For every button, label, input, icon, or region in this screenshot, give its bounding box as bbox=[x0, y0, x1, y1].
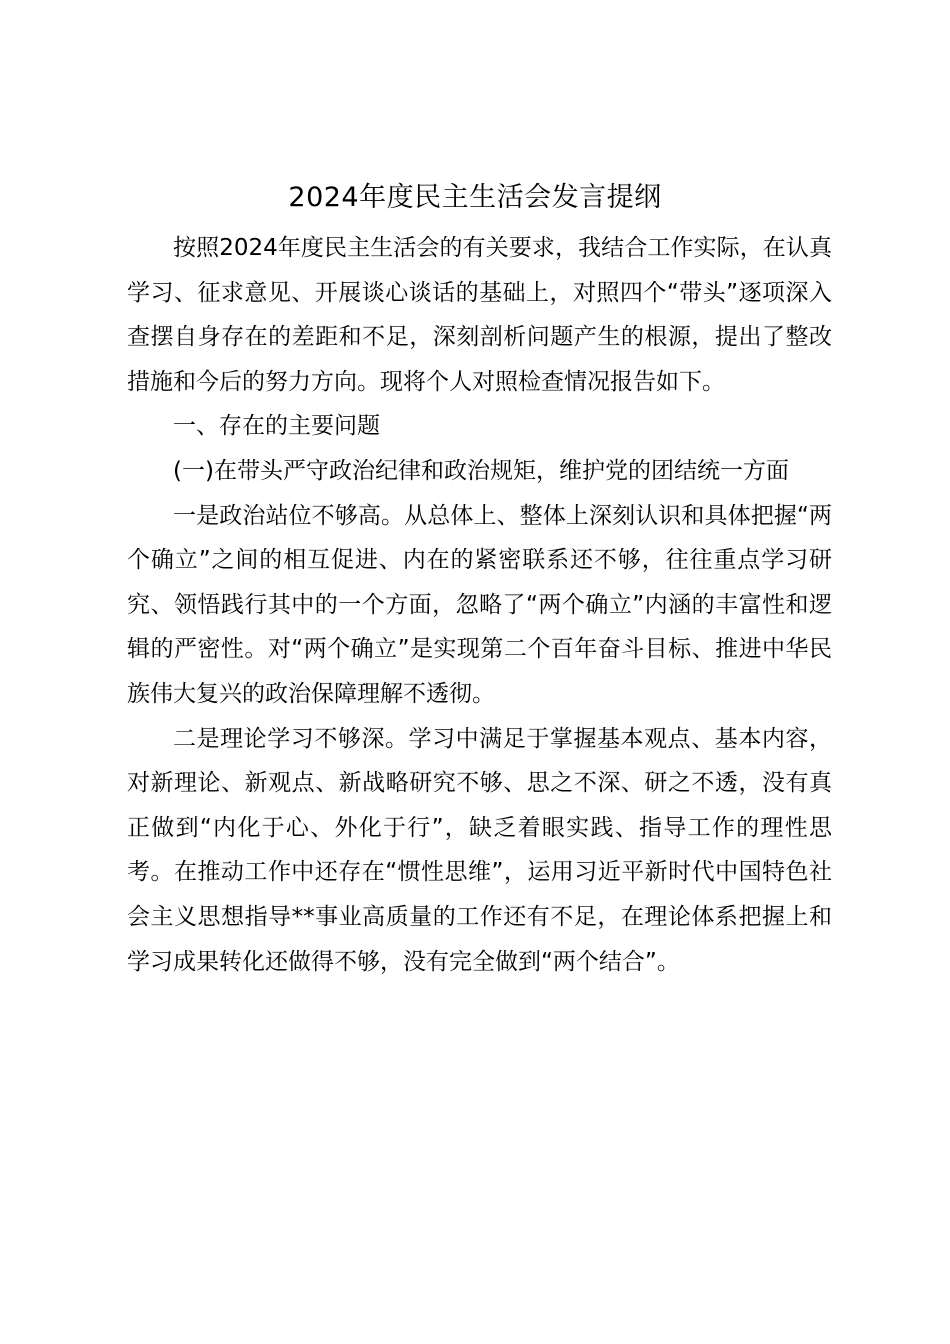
document-title: 2024年度民主生活会发言提纲 bbox=[288, 182, 662, 213]
intro-paragraph: 按照2024年度民主生活会的有关要求，我结合工作实际，在认真学习、征求意见、开展谈心谈话的基础上，对照四个“带头”逐项深入查摆自身存在的差距和不足，深刻剖析问题产生的根源，提出了整改措施和今后的努力方向。现将个人对照检查情况报告如下。 bbox=[127, 235, 832, 395]
section-heading: 一、存在的主要问题 bbox=[173, 413, 380, 440]
point-one-paragraph: 一是政治站位不够高。从总体上、整体上深刻认识和具体把握“两个确立”之间的相互促进、内在的紧密联系还不够，往往重点学习研究、领悟践行其中的一个方面，忽略了“两个确立”内涵的丰富性和逻辑的严密性。对“两个确立”是实现第二个百年奋斗目标、推进中华民族伟大复兴的政治保障理解不透彻。 bbox=[127, 502, 832, 707]
subsection-heading: (一)在带头严守政治纪律和政治规矩，维护党的团结统一方面 bbox=[173, 457, 789, 484]
point-two-paragraph: 二是理论学习不够深。学习中满足于掌握基本观点、基本内容，对新理论、新观点、新战略研究不够、思之不深、研之不透，没有真正做到“内化于心、外化于行”，缺乏着眼实践、指导工作的理性思考。在推动工作中还存在“惯性思维”，运用习近平新时代中国特色社会主义思想指导**事业高质量的工作还有不足，在理论体系把握上和学习成果转化还做得不够，没有完全做到“两个结合”。 bbox=[127, 725, 832, 975]
document-body bbox=[127, 226, 832, 984]
